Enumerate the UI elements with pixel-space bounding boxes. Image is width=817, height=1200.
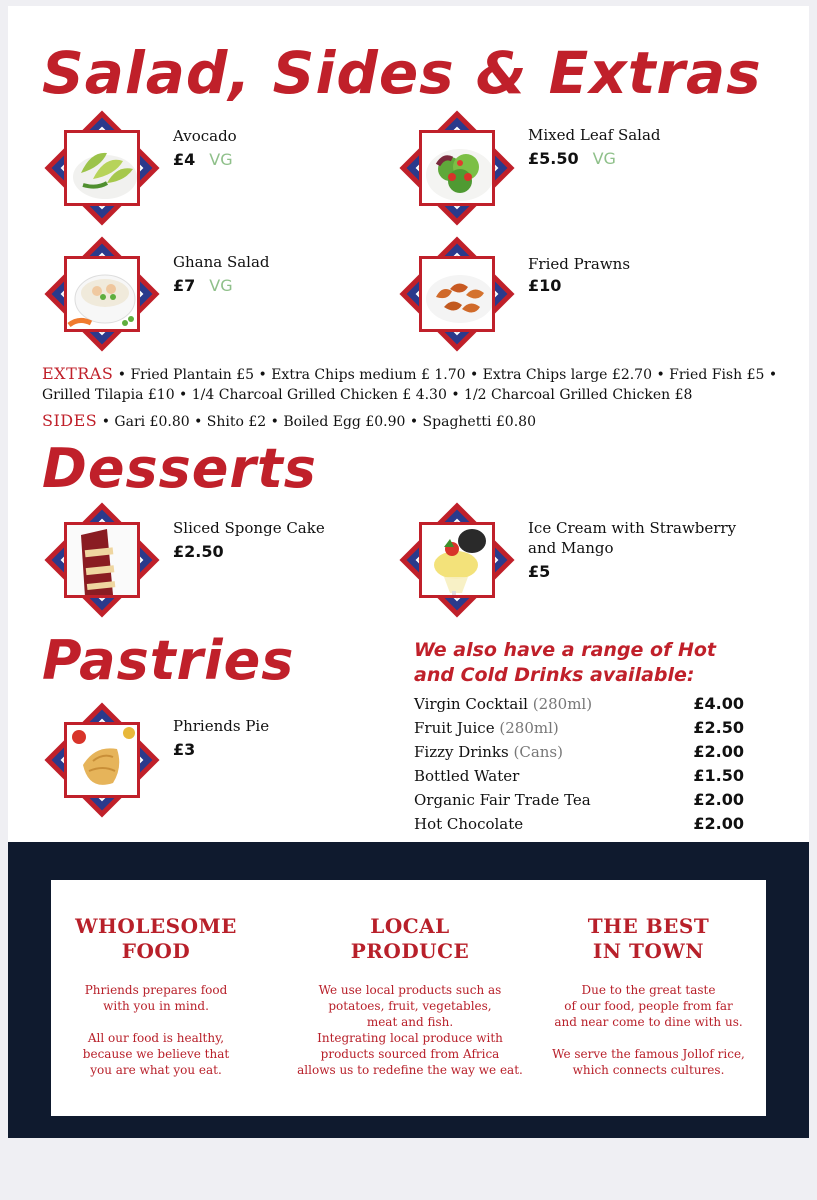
item-name: Fried Prawns [528, 255, 631, 273]
extras-text: • Fried Plantain £5 • Extra Chips medium £ 1.70 • Extra Chips large £2.70 • Fried Fish £5 • Grilled Tilapia £10 • 1/4 Charcoal Grilled Chicken £ 4.30 • 1/2 Charcoal Grilled Chicken £8 [42, 367, 778, 403]
item-name: Sliced Sponge Cake [173, 519, 325, 537]
value-local-produce [295, 914, 525, 1078]
value-body: Due to the great taste of our food, people from far and near come to dine with us. We serve the famous Jollof rice, which connects cultures. [552, 983, 745, 1077]
ice-cream-photo [397, 500, 517, 620]
footer-band [8, 842, 809, 1138]
item-price: £2.50 [173, 542, 224, 561]
values-panel [51, 880, 766, 1116]
item-price: £4 VG [173, 150, 233, 169]
drink-row[interactable]: Bottled Water £1.50 [414, 766, 744, 785]
pastries-title: Pastries [42, 629, 295, 692]
value-title: THE BEST IN TOWN [587, 914, 710, 963]
item-name: Ice Cream with Strawberry and Mango [528, 519, 737, 557]
value-body: Phriends prepares food with you in mind. All our food is healthy, because we believe that you are what you eat. [82, 983, 230, 1077]
extras-line [42, 364, 782, 405]
vegan-badge: VG [209, 276, 233, 295]
drink-row[interactable]: Fruit Juice (280ml) £2.50 [414, 718, 744, 737]
item-name: Phriends Pie [173, 717, 270, 735]
fried-prawns-photo [397, 234, 517, 354]
avocado-photo [42, 108, 162, 228]
vegan-badge: VG [592, 149, 616, 168]
value-title: LOCAL PRODUCE [350, 914, 470, 963]
value-wholesome-food [51, 914, 261, 1078]
drinks-list [414, 692, 744, 836]
item-name: Mixed Leaf Salad [528, 126, 661, 144]
drink-row[interactable]: Fizzy Drinks (Cans) £2.00 [414, 742, 744, 761]
value-body: We use local products such as potatoes, fruit, vegetables, meat and fish. Integrating local produce with products sourced from Africa allows us to redefine the way we eat. [297, 983, 523, 1077]
item-price: £3 [173, 740, 196, 759]
value-best-in-town [541, 914, 756, 1078]
extras-label: EXTRAS [42, 364, 114, 383]
pie-photo [42, 700, 162, 820]
vegan-badge: VG [209, 150, 233, 169]
item-price: £10 [528, 276, 562, 295]
extras-list [42, 364, 782, 432]
mixed-leaf-salad-photo [397, 108, 517, 228]
value-title: WHOLESOME FOOD [75, 914, 237, 963]
drink-row[interactable]: Organic Fair Trade Tea £2.00 [414, 790, 744, 809]
ghana-salad-photo [42, 234, 162, 354]
item-name: Ghana Salad [173, 253, 270, 271]
drinks-heading: We also have a range of Hot and Cold Drinks available: [414, 639, 717, 686]
drink-row[interactable]: Virgin Cocktail (280ml) £4.00 [414, 694, 744, 713]
sides-line [42, 411, 782, 432]
sides-label: SIDES [42, 411, 98, 430]
sponge-cake-photo [42, 500, 162, 620]
menu-page [8, 6, 809, 1138]
item-price: £7 VG [173, 276, 233, 295]
desserts-title: Desserts [42, 437, 317, 500]
item-price: £5 [528, 562, 551, 581]
sides-text: • Gari £0.80 • Shito £2 • Boiled Egg £0.90 • Spaghetti £0.80 [97, 414, 536, 430]
item-name: Avocado [173, 127, 237, 145]
salad-sides-extras-title: Salad, Sides & Extras [42, 39, 762, 107]
drink-row[interactable]: Hot Chocolate £2.00 [414, 814, 744, 833]
item-price: £5.50 VG [528, 149, 616, 168]
